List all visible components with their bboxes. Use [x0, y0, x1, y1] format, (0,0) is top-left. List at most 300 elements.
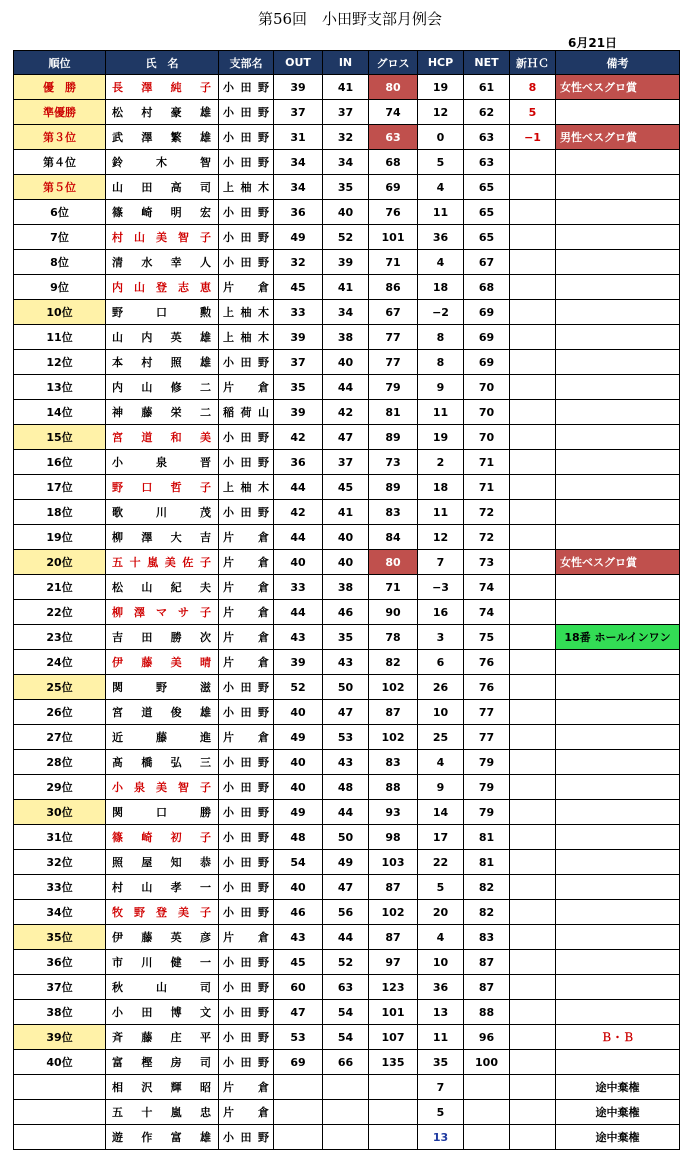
- in-score: 39: [323, 250, 369, 275]
- branch-name: 小田野: [219, 1025, 274, 1050]
- out-score: 45: [274, 950, 323, 975]
- player-name: 松村豪雄: [106, 100, 219, 125]
- new-hc: [510, 475, 556, 500]
- player-name: 斉藤庄平: [106, 1025, 219, 1050]
- table-row: [14, 325, 680, 350]
- remark-cell: [556, 875, 680, 900]
- hcp-value: 36: [418, 975, 464, 1000]
- net-score: 76: [464, 650, 510, 675]
- out-score: 43: [274, 925, 323, 950]
- player-name: 本村照雄: [106, 350, 219, 375]
- out-score: [274, 1075, 323, 1100]
- remark-cell: [556, 225, 680, 250]
- rank-cell: 第３位: [14, 125, 106, 150]
- in-score: 37: [323, 450, 369, 475]
- new-hc: [510, 375, 556, 400]
- new-hc: [510, 875, 556, 900]
- remark-cell: [556, 325, 680, 350]
- hcp-value: 11: [418, 500, 464, 525]
- event-date: 6月21日: [568, 36, 618, 50]
- new-hc: [510, 950, 556, 975]
- in-score: 49: [323, 850, 369, 875]
- branch-name: 小田野: [219, 675, 274, 700]
- table-row: [14, 475, 680, 500]
- new-hc: [510, 975, 556, 1000]
- out-score: 33: [274, 300, 323, 325]
- net-score: 79: [464, 775, 510, 800]
- new-hc: [510, 1025, 556, 1050]
- player-name: 村山孝一: [106, 875, 219, 900]
- remark-cell: [556, 400, 680, 425]
- header-net: NET: [464, 51, 510, 75]
- branch-name: 片倉: [219, 925, 274, 950]
- net-score: 83: [464, 925, 510, 950]
- branch-name: 小田野: [219, 975, 274, 1000]
- remark-cell: [556, 1050, 680, 1075]
- remark-cell: 途中棄権: [556, 1075, 680, 1100]
- page-title: 第56回 小田野支部月例会: [257, 10, 443, 28]
- table-row: [14, 500, 680, 525]
- branch-name: 小田野: [219, 350, 274, 375]
- table-row: [14, 850, 680, 875]
- remark-cell: 女性ベスグロ賞: [556, 550, 680, 575]
- player-name: 宮道俊雄: [106, 700, 219, 725]
- new-hc: 5: [510, 100, 556, 125]
- rank-cell: 18位: [14, 500, 106, 525]
- gross-score: 101: [369, 1000, 418, 1025]
- hcp-value: 0: [418, 125, 464, 150]
- player-name: 長澤純子: [106, 75, 219, 100]
- new-hc: [510, 175, 556, 200]
- rank-cell: 8位: [14, 250, 106, 275]
- rank-cell: 23位: [14, 625, 106, 650]
- gross-score: 74: [369, 100, 418, 125]
- remark-cell: [556, 900, 680, 925]
- branch-name: 片倉: [219, 1100, 274, 1125]
- branch-name: 片倉: [219, 550, 274, 575]
- hcp-value: 9: [418, 775, 464, 800]
- player-name: 村山美智子: [106, 225, 219, 250]
- remark-cell: [556, 425, 680, 450]
- table-row: [14, 125, 680, 150]
- in-score: 47: [323, 700, 369, 725]
- remark-cell: [556, 475, 680, 500]
- table-row: [14, 525, 680, 550]
- new-hc: [510, 275, 556, 300]
- branch-name: 小田野: [219, 100, 274, 125]
- hcp-value: 7: [418, 1075, 464, 1100]
- rank-cell: 21位: [14, 575, 106, 600]
- rank-cell: 26位: [14, 700, 106, 725]
- rank-cell: [14, 1100, 106, 1125]
- remark-cell: [556, 250, 680, 275]
- hcp-value: 4: [418, 175, 464, 200]
- in-score: 52: [323, 950, 369, 975]
- out-score: 35: [274, 375, 323, 400]
- table-row: [14, 400, 680, 425]
- remark-cell: 女性ベスグロ賞: [556, 75, 680, 100]
- table-row: [14, 150, 680, 175]
- remark-cell: Ｂ・Ｂ: [556, 1025, 680, 1050]
- new-hc: [510, 150, 556, 175]
- rank-cell: 24位: [14, 650, 106, 675]
- remark-cell: [556, 825, 680, 850]
- rank-cell: 36位: [14, 950, 106, 975]
- in-score: 52: [323, 225, 369, 250]
- header-out: OUT: [274, 51, 323, 75]
- table-row: [14, 975, 680, 1000]
- hcp-value: 6: [418, 650, 464, 675]
- new-hc: [510, 825, 556, 850]
- branch-name: 片倉: [219, 375, 274, 400]
- in-score: 45: [323, 475, 369, 500]
- new-hc: [510, 325, 556, 350]
- remark-cell: [556, 375, 680, 400]
- remark-cell: [556, 175, 680, 200]
- out-score: 43: [274, 625, 323, 650]
- out-score: 36: [274, 450, 323, 475]
- gross-score: 80: [369, 550, 418, 575]
- net-score: 76: [464, 675, 510, 700]
- remark-cell: [556, 775, 680, 800]
- player-name: 武澤繁雄: [106, 125, 219, 150]
- net-score: 100: [464, 1050, 510, 1075]
- gross-score: 89: [369, 425, 418, 450]
- player-name: 関口勝: [106, 800, 219, 825]
- in-score: 44: [323, 800, 369, 825]
- gross-score: 87: [369, 925, 418, 950]
- in-score: 54: [323, 1025, 369, 1050]
- player-name: 篠崎初子: [106, 825, 219, 850]
- branch-name: 小田野: [219, 825, 274, 850]
- out-score: [274, 1100, 323, 1125]
- in-score: 66: [323, 1050, 369, 1075]
- player-name: 清水幸人: [106, 250, 219, 275]
- net-score: 79: [464, 750, 510, 775]
- rank-cell: 32位: [14, 850, 106, 875]
- net-score: [464, 1075, 510, 1100]
- player-name: 野口哲子: [106, 475, 219, 500]
- remark-cell: [556, 525, 680, 550]
- remark-cell: [556, 675, 680, 700]
- player-name: 伊藤美晴: [106, 650, 219, 675]
- branch-name: 片倉: [219, 1075, 274, 1100]
- remark-cell: [556, 850, 680, 875]
- gross-score: 78: [369, 625, 418, 650]
- table-row: [14, 425, 680, 450]
- gross-score: 102: [369, 725, 418, 750]
- remark-cell: [556, 150, 680, 175]
- table-row: [14, 375, 680, 400]
- player-name: 松山紀夫: [106, 575, 219, 600]
- hcp-value: 12: [418, 525, 464, 550]
- hcp-value: 20: [418, 900, 464, 925]
- rank-cell: [14, 1075, 106, 1100]
- branch-name: 稲荷山: [219, 400, 274, 425]
- branch-name: 片倉: [219, 275, 274, 300]
- new-hc: [510, 350, 556, 375]
- remark-cell: [556, 100, 680, 125]
- in-score: 47: [323, 425, 369, 450]
- hcp-value: 11: [418, 200, 464, 225]
- hcp-value: 19: [418, 75, 464, 100]
- rank-cell: 17位: [14, 475, 106, 500]
- header-hcp: HCP: [418, 51, 464, 75]
- branch-name: 小田野: [219, 700, 274, 725]
- rank-cell: 10位: [14, 300, 106, 325]
- branch-name: 小田野: [219, 150, 274, 175]
- player-name: 照屋知恭: [106, 850, 219, 875]
- gross-score: 77: [369, 350, 418, 375]
- gross-score: 71: [369, 575, 418, 600]
- table-row: [14, 825, 680, 850]
- in-score: 38: [323, 575, 369, 600]
- out-score: 52: [274, 675, 323, 700]
- gross-score: 77: [369, 325, 418, 350]
- remark-cell: [556, 575, 680, 600]
- remark-cell: [556, 750, 680, 775]
- hcp-value: 9: [418, 375, 464, 400]
- new-hc: [510, 600, 556, 625]
- player-name: 篠崎明宏: [106, 200, 219, 225]
- out-score: 32: [274, 250, 323, 275]
- remark-cell: [556, 275, 680, 300]
- branch-name: 小田野: [219, 450, 274, 475]
- rank-cell: 16位: [14, 450, 106, 475]
- hcp-value: 13: [418, 1125, 464, 1150]
- out-score: 53: [274, 1025, 323, 1050]
- gross-score: 102: [369, 900, 418, 925]
- branch-name: 小田野: [219, 200, 274, 225]
- hcp-value: 5: [418, 875, 464, 900]
- hcp-value: 17: [418, 825, 464, 850]
- table-row: [14, 650, 680, 675]
- new-hc: [510, 575, 556, 600]
- rank-cell: 7位: [14, 225, 106, 250]
- out-score: 42: [274, 425, 323, 450]
- table-row: [14, 75, 680, 100]
- hcp-value: 18: [418, 275, 464, 300]
- new-hc: [510, 650, 556, 675]
- out-score: 34: [274, 150, 323, 175]
- remark-cell: [556, 200, 680, 225]
- branch-name: 片倉: [219, 650, 274, 675]
- header-rank: 順位: [14, 51, 106, 75]
- rank-cell: 27位: [14, 725, 106, 750]
- out-score: 49: [274, 225, 323, 250]
- net-score: 65: [464, 175, 510, 200]
- in-score: 43: [323, 750, 369, 775]
- out-score: 39: [274, 75, 323, 100]
- remark-cell: [556, 950, 680, 975]
- table-row: [14, 675, 680, 700]
- hcp-value: 35: [418, 1050, 464, 1075]
- net-score: 82: [464, 875, 510, 900]
- rank-cell: 39位: [14, 1025, 106, 1050]
- branch-name: 小田野: [219, 75, 274, 100]
- net-score: 73: [464, 550, 510, 575]
- in-score: 32: [323, 125, 369, 150]
- remark-cell: [556, 925, 680, 950]
- hcp-value: 10: [418, 700, 464, 725]
- out-score: 48: [274, 825, 323, 850]
- out-score: 40: [274, 775, 323, 800]
- player-name: 富樫房司: [106, 1050, 219, 1075]
- player-name: 小田博文: [106, 1000, 219, 1025]
- net-score: 63: [464, 125, 510, 150]
- in-score: 40: [323, 200, 369, 225]
- new-hc: [510, 250, 556, 275]
- out-score: 44: [274, 475, 323, 500]
- in-score: 53: [323, 725, 369, 750]
- gross-score: 81: [369, 400, 418, 425]
- table-row: [14, 900, 680, 925]
- hcp-value: 26: [418, 675, 464, 700]
- out-score: 44: [274, 600, 323, 625]
- hcp-value: 18: [418, 475, 464, 500]
- remark-cell: [556, 800, 680, 825]
- remark-cell: [556, 700, 680, 725]
- new-hc: [510, 500, 556, 525]
- gross-score: [369, 1125, 418, 1150]
- in-score: 44: [323, 925, 369, 950]
- player-name: 秋山司: [106, 975, 219, 1000]
- net-score: 68: [464, 275, 510, 300]
- new-hc: [510, 900, 556, 925]
- rank-cell: 30位: [14, 800, 106, 825]
- table-row: [14, 1125, 680, 1150]
- gross-score: [369, 1100, 418, 1125]
- hcp-value: 14: [418, 800, 464, 825]
- remark-cell: [556, 725, 680, 750]
- hcp-value: 12: [418, 100, 464, 125]
- gross-score: 103: [369, 850, 418, 875]
- net-score: 67: [464, 250, 510, 275]
- in-score: 35: [323, 625, 369, 650]
- net-score: 79: [464, 800, 510, 825]
- hcp-value: 4: [418, 250, 464, 275]
- gross-score: 123: [369, 975, 418, 1000]
- player-name: 市川健一: [106, 950, 219, 975]
- hcp-value: 10: [418, 950, 464, 975]
- table-row: [14, 450, 680, 475]
- out-score: 39: [274, 400, 323, 425]
- branch-name: 小田野: [219, 1000, 274, 1025]
- net-score: [464, 1125, 510, 1150]
- gross-score: 83: [369, 500, 418, 525]
- rank-cell: 6位: [14, 200, 106, 225]
- net-score: 72: [464, 525, 510, 550]
- header-row: [14, 51, 680, 75]
- out-score: 40: [274, 700, 323, 725]
- new-hc: [510, 775, 556, 800]
- rank-cell: 28位: [14, 750, 106, 775]
- branch-name: 小田野: [219, 850, 274, 875]
- branch-name: 小田野: [219, 750, 274, 775]
- out-score: 49: [274, 800, 323, 825]
- rank-cell: 38位: [14, 1000, 106, 1025]
- hcp-value: 11: [418, 400, 464, 425]
- player-name: 五十嵐忠: [106, 1100, 219, 1125]
- gross-score: 63: [369, 125, 418, 150]
- in-score: 34: [323, 300, 369, 325]
- new-hc: −1: [510, 125, 556, 150]
- player-name: 遊作富雄: [106, 1125, 219, 1150]
- player-name: 柳澤大吉: [106, 525, 219, 550]
- branch-name: 片倉: [219, 600, 274, 625]
- branch-name: 小田野: [219, 250, 274, 275]
- hcp-value: 2: [418, 450, 464, 475]
- branch-name: 片倉: [219, 525, 274, 550]
- new-hc: [510, 1000, 556, 1025]
- table-row: [14, 200, 680, 225]
- results-body: [14, 75, 680, 1150]
- in-score: 44: [323, 375, 369, 400]
- rank-cell: 22位: [14, 600, 106, 625]
- net-score: 65: [464, 225, 510, 250]
- table-row: [14, 700, 680, 725]
- results-table: [13, 50, 680, 1150]
- in-score: 41: [323, 75, 369, 100]
- player-name: 内山登志恵: [106, 275, 219, 300]
- table-row: [14, 300, 680, 325]
- player-name: 神藤栄二: [106, 400, 219, 425]
- gross-score: 97: [369, 950, 418, 975]
- net-score: 77: [464, 700, 510, 725]
- net-score: 75: [464, 625, 510, 650]
- player-name: 吉田勝次: [106, 625, 219, 650]
- table-row: [14, 775, 680, 800]
- remark-cell: [556, 450, 680, 475]
- in-score: 42: [323, 400, 369, 425]
- out-score: 49: [274, 725, 323, 750]
- new-hc: [510, 550, 556, 575]
- player-name: 山内英雄: [106, 325, 219, 350]
- gross-score: 86: [369, 275, 418, 300]
- out-score: 54: [274, 850, 323, 875]
- gross-score: 87: [369, 700, 418, 725]
- in-score: 47: [323, 875, 369, 900]
- player-name: 野口勲: [106, 300, 219, 325]
- gross-score: 67: [369, 300, 418, 325]
- remark-cell: [556, 650, 680, 675]
- player-name: 宮道和美: [106, 425, 219, 450]
- branch-name: 小田野: [219, 125, 274, 150]
- in-score: 46: [323, 600, 369, 625]
- rank-cell: 11位: [14, 325, 106, 350]
- rank-cell: 19位: [14, 525, 106, 550]
- gross-score: 90: [369, 600, 418, 625]
- out-score: 40: [274, 875, 323, 900]
- out-score: 36: [274, 200, 323, 225]
- branch-name: 上柚木: [219, 325, 274, 350]
- gross-score: 82: [369, 650, 418, 675]
- net-score: 62: [464, 100, 510, 125]
- remark-cell: 途中棄権: [556, 1125, 680, 1150]
- rank-cell: 13位: [14, 375, 106, 400]
- out-score: 37: [274, 100, 323, 125]
- table-row: [14, 600, 680, 625]
- player-name: 関野滋: [106, 675, 219, 700]
- net-score: 63: [464, 150, 510, 175]
- rank-cell: 14位: [14, 400, 106, 425]
- in-score: 41: [323, 275, 369, 300]
- player-name: 五十嵐美佐子: [106, 550, 219, 575]
- gross-score: 71: [369, 250, 418, 275]
- rank-cell: 33位: [14, 875, 106, 900]
- gross-score: 79: [369, 375, 418, 400]
- new-hc: [510, 225, 556, 250]
